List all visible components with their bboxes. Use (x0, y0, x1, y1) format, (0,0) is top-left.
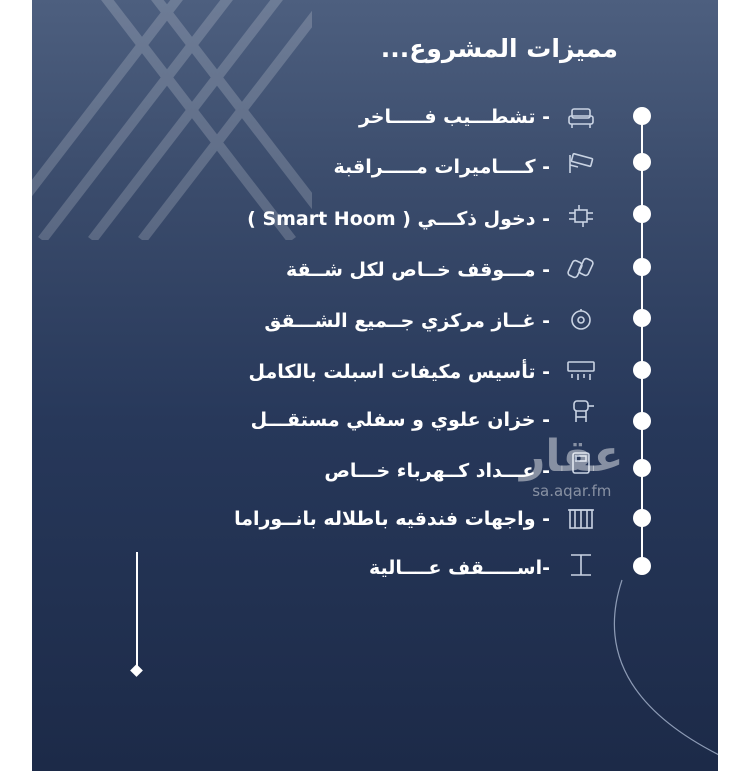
timeline-dot (633, 258, 651, 276)
feature-item: - غــاز مركزي جــميع الشـــقق (264, 310, 550, 332)
feature-item: - تشطـــيب فـــــاخر (358, 106, 550, 128)
feature-item: - تأسيس مكيفات اسبلت بالكامل (248, 361, 550, 383)
page-title: مميزات المشروع... (380, 34, 618, 63)
watermark-logo: عقار (520, 431, 624, 482)
timeline-dot (633, 361, 651, 379)
decorative-arc (562, 560, 718, 771)
smart-circuit-icon (566, 203, 596, 229)
parking-car-icon (566, 255, 596, 281)
building-facade-icon (566, 505, 596, 531)
feature-item: - خزان علوي و سفلي مستقـــل (250, 409, 550, 431)
cctv-camera-icon (566, 151, 596, 177)
feature-item: - كــــاميرات مـــــراقبة (333, 156, 550, 178)
timeline-dot (633, 459, 651, 477)
feature-item: - دخول ذكـــي ( Smart Hoom ) (247, 208, 550, 230)
timeline-dot (633, 309, 651, 327)
timeline-dot (633, 509, 651, 527)
feature-item: - مـــوقف خــاص لكل شــقة (286, 259, 550, 281)
gas-meter-icon (566, 306, 596, 332)
timeline-dot (633, 153, 651, 171)
feature-item: - واجهات فندقيه باطلاله بانــوراما (234, 508, 550, 530)
feature-item: -اســـــقف عــــالية (369, 557, 550, 579)
decorative-line (136, 552, 138, 668)
feature-item: - عـــداد كــهرباء خـــاص (324, 460, 550, 482)
split-ac-icon (566, 358, 596, 384)
watermark (520, 432, 624, 500)
diagonal-pattern (32, 0, 312, 240)
watermark-url: sa.aqar.fm (532, 482, 612, 500)
timeline-dot (633, 107, 651, 125)
timeline-dot (633, 205, 651, 223)
features-panel (32, 0, 718, 771)
water-tank-icon (566, 398, 596, 424)
decorative-diamond (130, 664, 143, 677)
timeline-line (641, 116, 643, 568)
timeline-dot (633, 412, 651, 430)
sofa-icon (566, 105, 596, 131)
